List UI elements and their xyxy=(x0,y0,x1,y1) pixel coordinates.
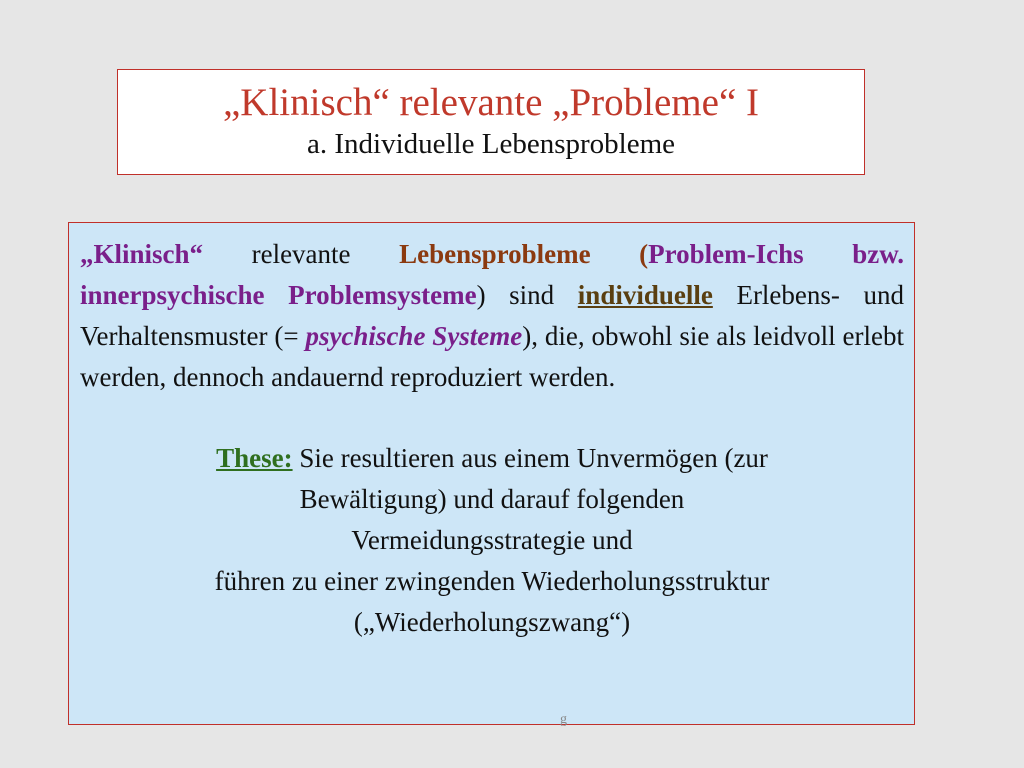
slide-subtitle: a. Individuelle Lebensprobleme xyxy=(306,128,675,160)
slide-title: „Klinisch“ relevante „Probleme“ I xyxy=(222,81,759,124)
title-box xyxy=(117,69,865,175)
thesis-label: These: xyxy=(216,443,293,473)
thesis-line-4: führen zu einer zwingenden Wiederholungsstruktur xyxy=(214,566,770,596)
definition-text-3: Erlebens- und Verhaltensmuster (= xyxy=(80,280,905,351)
footer-fragment: g xyxy=(560,712,567,727)
content-box xyxy=(68,222,915,725)
thesis-line-2: Bewältigung) und darauf folgenden xyxy=(299,484,685,514)
definition-text-1: relevante xyxy=(203,239,400,269)
term-problem-ichs: Problem-Ichs bzw. innerpsychische Problemsysteme xyxy=(80,239,904,310)
definition-text-2: ) sind xyxy=(476,280,578,310)
thesis-line-1 xyxy=(80,438,904,479)
thesis-block xyxy=(80,438,904,643)
definition-text-4: ), die, obwohl sie als leidvoll erlebt werden, dennoch andauernd reproduziert werden. xyxy=(80,321,905,392)
term-psychische-systeme: psychische Systeme xyxy=(305,321,523,351)
thesis-text-1: Sie resultieren aus einem Unvermögen (zur xyxy=(292,443,768,473)
term-individuelle: individuelle xyxy=(577,280,713,310)
term-lebensprobleme: Lebensprobleme xyxy=(399,239,591,269)
thesis-line-3: Vermeidungsstrategie und xyxy=(351,525,633,555)
definition-paragraph xyxy=(80,234,904,398)
definition-paren-open: ( xyxy=(590,239,649,269)
term-klinisch: „Klinisch“ xyxy=(80,239,204,269)
thesis-line-5: („Wiederholungszwang“) xyxy=(353,607,631,637)
